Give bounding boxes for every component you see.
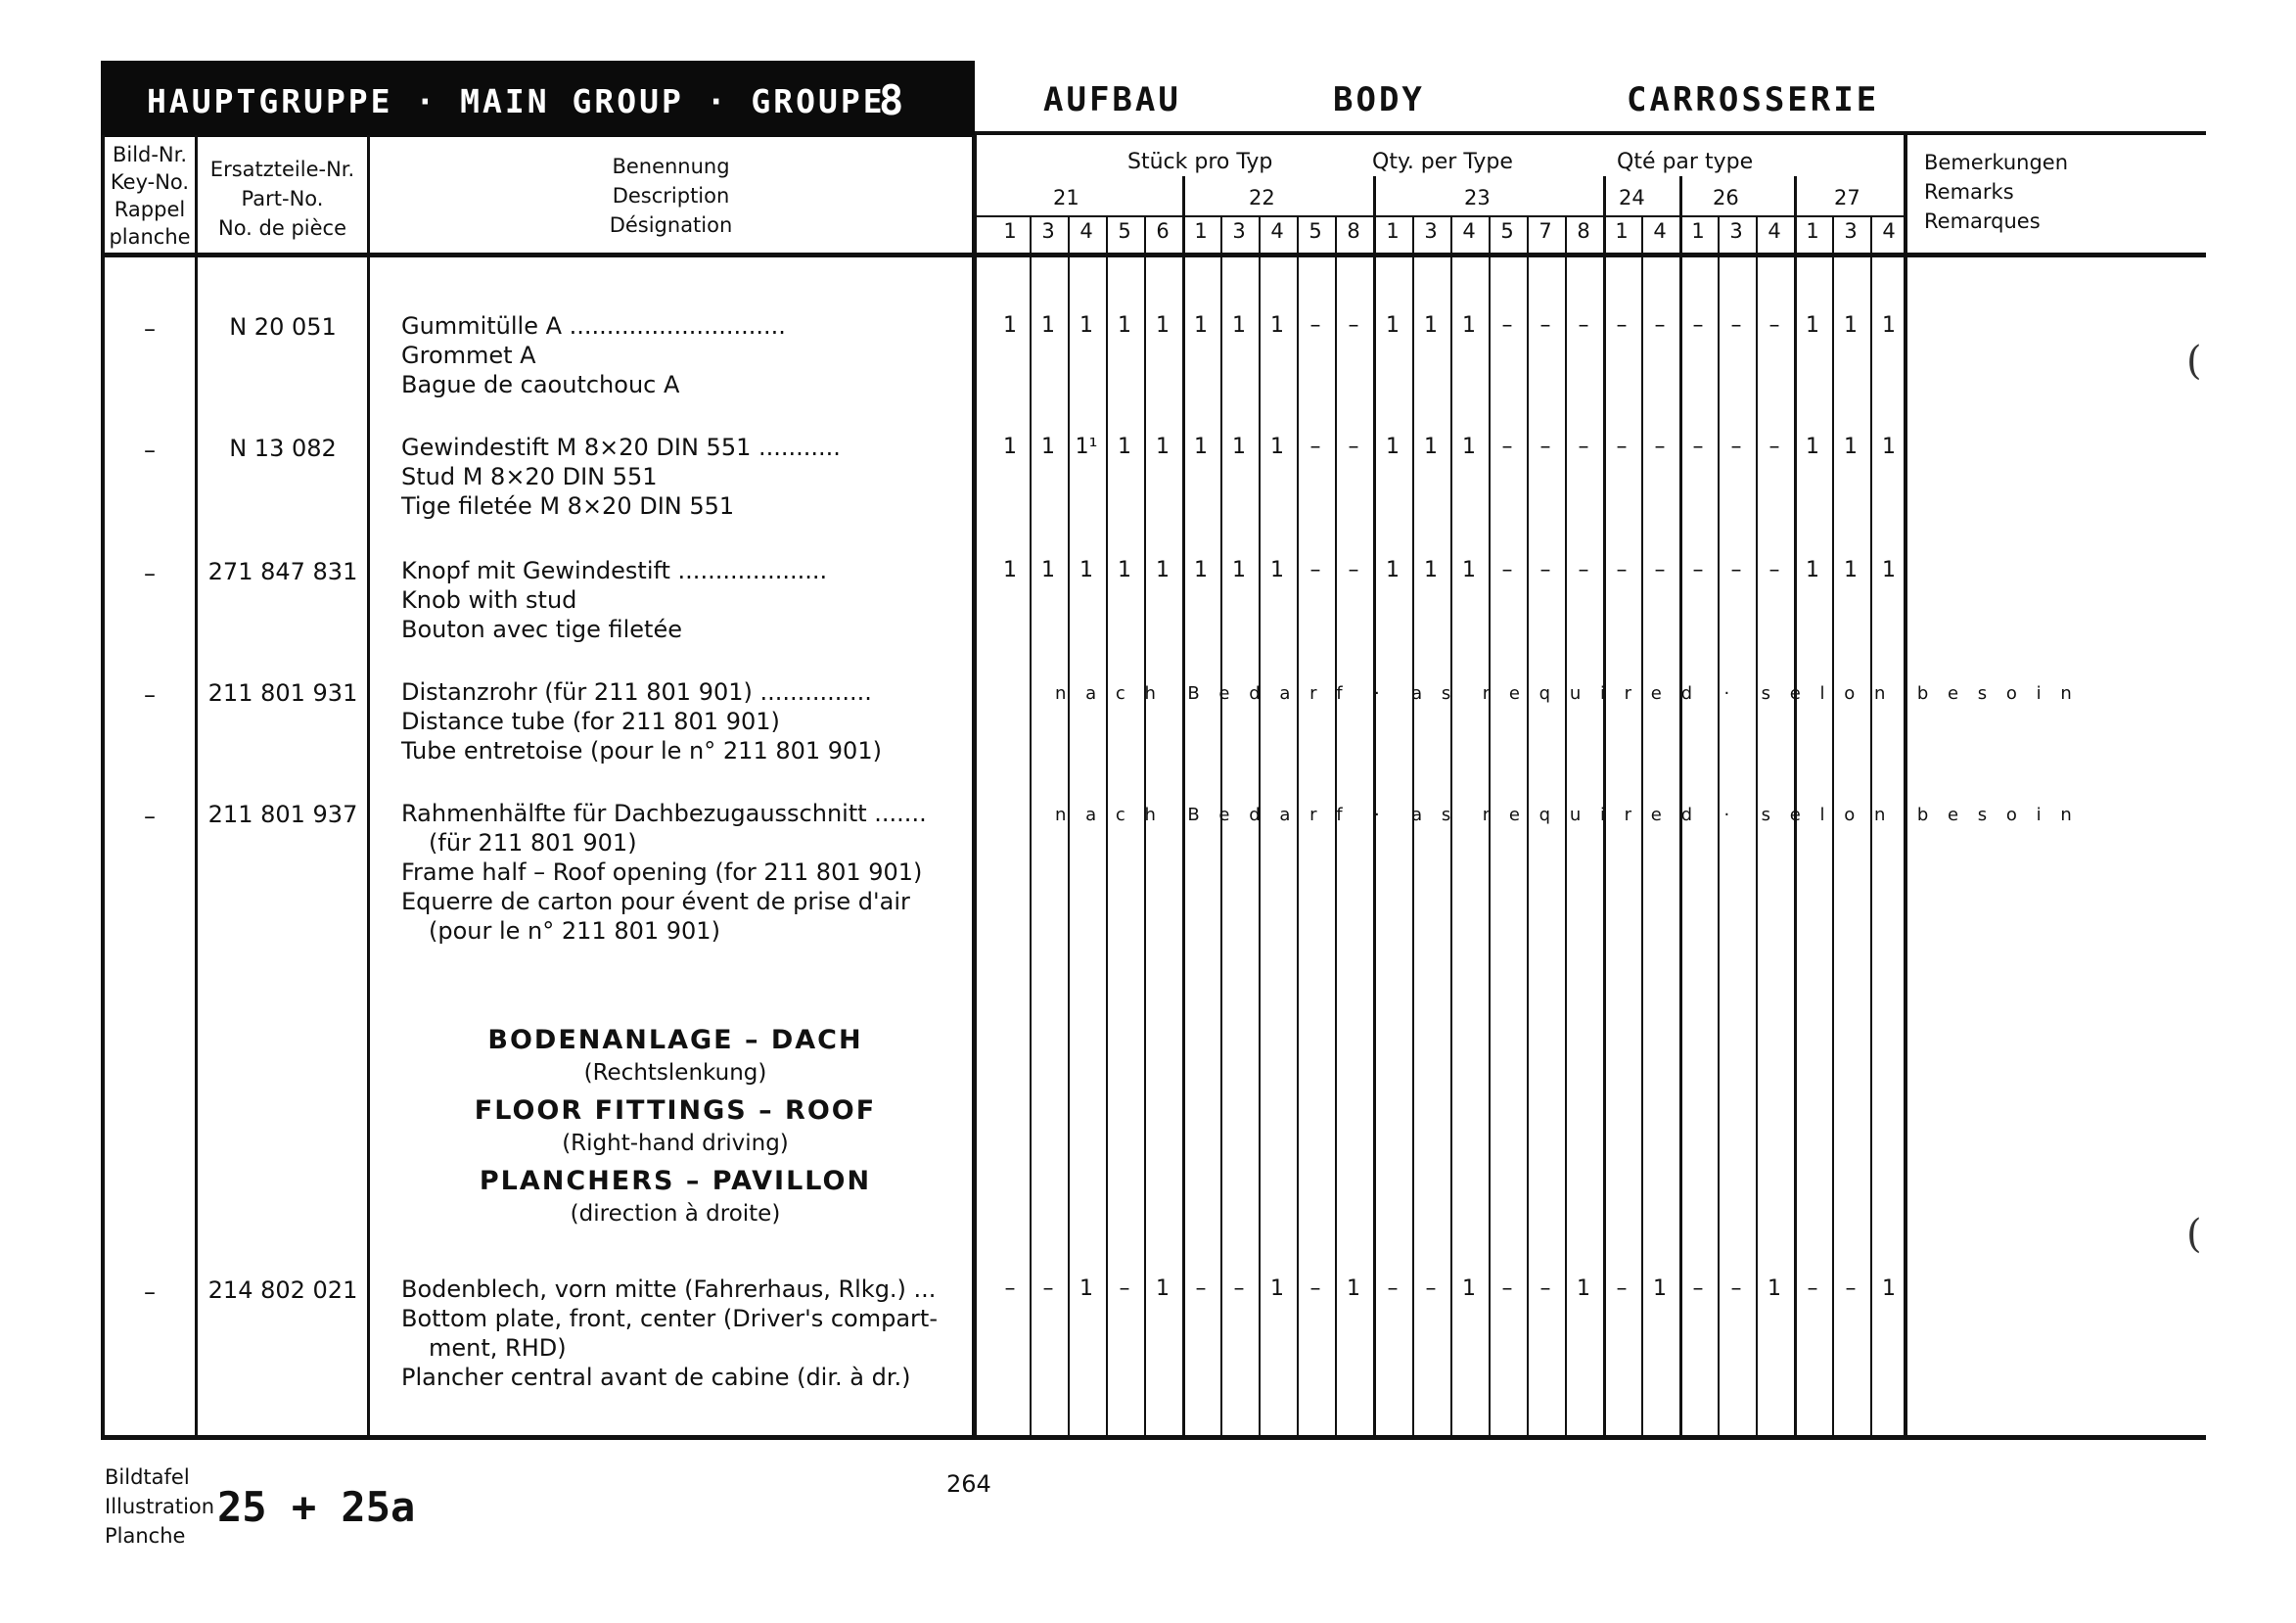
qty-cell: –: [1425, 1276, 1437, 1301]
qty-cell: 1: [1844, 435, 1858, 459]
qty-cell: 1: [1041, 558, 1055, 582]
part-no-cell: 211 801 931: [207, 679, 358, 707]
qty-cell: 1: [1806, 313, 1819, 338]
group-label: HAUPTGRUPPE · MAIN GROUP · GROUPE: [147, 82, 886, 120]
qty-column-divider: [1030, 215, 1032, 1439]
qty-column-divider: [1489, 215, 1491, 1439]
qty-cell: 1: [1386, 435, 1400, 459]
key-no-cell: –: [144, 803, 156, 830]
qty-cell: 1: [1003, 313, 1017, 338]
qty-cell: 1: [1462, 558, 1476, 582]
qty-cell: –: [1195, 1276, 1207, 1301]
section-title-fr: CARROSSERIE: [1627, 80, 1880, 119]
type-group-24: 24: [1619, 186, 1645, 209]
description-cell: Knopf mit Gewindestift .................... Knob with stud Bouton avec tige filetée: [401, 557, 828, 643]
section-heading-en: FLOOR FITTINGS – ROOF: [474, 1095, 877, 1126]
qty-column-divider: [1068, 215, 1070, 1439]
part-no-cell: N 20 051: [229, 313, 337, 341]
type-group-27: 27: [1834, 186, 1860, 209]
qty-cell: 1: [1462, 435, 1476, 459]
qty-column-divider: [1412, 215, 1414, 1439]
qty-cell: 1: [1347, 1276, 1360, 1301]
remark-bracket-mark: (: [2186, 339, 2202, 384]
description-header: Benennung Description Désignation: [609, 155, 733, 237]
qty-cell: –: [1233, 1276, 1245, 1301]
key-no-header: Bild-Nr. Key-No. Rappel planche: [109, 143, 191, 249]
qty-cell: –: [1692, 313, 1704, 338]
qty-cell: –: [1501, 558, 1513, 582]
qty-column-divider: [1144, 215, 1146, 1439]
subtype-label: 3: [1041, 219, 1055, 243]
description-cell: Distanzrohr (für 211 801 901) ............... Distance tube (for 211 801 901) Tube entretoise (pour le n° 211 801 901): [401, 678, 882, 765]
description-cell: Gewindestift M 8×20 DIN 551 ........... Stud M 8×20 DIN 551 Tige filetée M 8×20 DIN 551: [401, 434, 841, 520]
qty-cell: 1: [1768, 1276, 1781, 1301]
qty-cell: 1: [1232, 435, 1246, 459]
qty-cell: 1: [1806, 435, 1819, 459]
qty-cell: –: [1654, 313, 1666, 338]
qty-cell: –: [1539, 1276, 1551, 1301]
qty-cell: 1: [1270, 435, 1284, 459]
subtype-label: 1: [1194, 219, 1208, 243]
qty-cell: –: [1348, 558, 1359, 582]
qty-cell: 1: [1424, 558, 1438, 582]
group-number: 8: [879, 76, 904, 124]
subtype-label: 3: [1844, 219, 1858, 243]
qty-cell: –: [1654, 435, 1666, 459]
qty-cell: 1: [1003, 435, 1017, 459]
qty-column-divider: [1565, 215, 1567, 1439]
plate-labels: Bildtafel Illustration Planche: [105, 1465, 215, 1548]
qty-cell: –: [1309, 435, 1321, 459]
qty-cell: 1: [1118, 313, 1131, 338]
qty-cell: –: [1616, 558, 1628, 582]
qty-cell: –: [1539, 558, 1551, 582]
qty-cell: 1: [1386, 313, 1400, 338]
qty-cell: 1: [1118, 558, 1131, 582]
qty-cell: –: [1042, 1276, 1054, 1301]
qty-cell: 1: [1156, 1276, 1170, 1301]
key-no-cell: –: [144, 315, 156, 343]
qty-cell: –: [1004, 1276, 1016, 1301]
qty-cell: 1: [1844, 558, 1858, 582]
subtype-label: 1: [1615, 219, 1629, 243]
qty-cell: 1: [1194, 435, 1208, 459]
qty-cell: 1: [1003, 558, 1017, 582]
qty-cell: –: [1692, 1276, 1704, 1301]
subtype-label: 8: [1347, 219, 1360, 243]
qty-cell: –: [1119, 1276, 1130, 1301]
qty-column-divider: [1450, 215, 1452, 1439]
qty-column-divider: [1641, 215, 1643, 1439]
qty-cell: 1: [1041, 313, 1055, 338]
qty-cell: 1: [1806, 558, 1819, 582]
qty-cell: 1: [1270, 313, 1284, 338]
subtype-label: 4: [1768, 219, 1781, 243]
part-no-header: Ersatzteile-Nr. Part-No. No. de pièce: [209, 158, 355, 240]
qty-cell: 1¹: [1075, 435, 1098, 459]
qty-column-divider: [1220, 215, 1222, 1439]
qty-cell: 1: [1232, 313, 1246, 338]
qty-cell: –: [1616, 1276, 1628, 1301]
qty-cell: 1: [1424, 435, 1438, 459]
subtype-label: 3: [1729, 219, 1743, 243]
type-group-26: 26: [1713, 186, 1739, 209]
qty-cell: –: [1616, 313, 1628, 338]
part-no-cell: 211 801 937: [207, 801, 358, 828]
qty-cell: –: [1845, 1276, 1857, 1301]
plate-number: 25 + 25a: [217, 1483, 416, 1531]
qty-note: n a c h B e d a r f · a s r e q u i r e d · s e l o n b e s o i n: [1055, 805, 2079, 825]
qty-cell: 1: [1882, 558, 1896, 582]
subtype-label: 1: [1806, 219, 1819, 243]
qty-cell: –: [1539, 435, 1551, 459]
section-heading-fr: PLANCHERS – PAVILLON: [479, 1166, 872, 1196]
qty-cell: –: [1501, 435, 1513, 459]
qty-cell: 1: [1156, 313, 1170, 338]
qty-cell: 1: [1194, 558, 1208, 582]
subtype-label: 3: [1424, 219, 1438, 243]
qty-cell: 1: [1270, 558, 1284, 582]
qty-cell: –: [1578, 558, 1589, 582]
qty-cell: –: [1768, 313, 1780, 338]
type-group-23: 23: [1464, 186, 1491, 209]
qty-cell: –: [1501, 313, 1513, 338]
section-title-en: BODY: [1333, 80, 1425, 119]
key-no-cell: –: [144, 681, 156, 709]
subtype-label: 7: [1538, 219, 1552, 243]
qty-column-divider: [1297, 215, 1299, 1439]
qty-cell: –: [1348, 313, 1359, 338]
qty-cell: –: [1730, 558, 1742, 582]
qty-column-divider: [1718, 215, 1720, 1439]
qty-cell: –: [1309, 313, 1321, 338]
qty-cell: –: [1768, 435, 1780, 459]
type-group-22: 22: [1249, 186, 1275, 209]
part-no-cell: 214 802 021: [207, 1276, 358, 1304]
subtype-label: 3: [1232, 219, 1246, 243]
qty-cell: –: [1730, 1276, 1742, 1301]
qty-note: n a c h B e d a r f · a s r e q u i r e d · s e l o n b e s o i n: [1055, 683, 2079, 704]
part-no-cell: 271 847 831: [207, 558, 358, 585]
qty-cell: –: [1578, 435, 1589, 459]
part-no-cell: N 13 082: [229, 435, 337, 462]
type-group-21: 21: [1053, 186, 1079, 209]
qty-cell: 1: [1424, 313, 1438, 338]
qty-cell: 1: [1079, 1276, 1093, 1301]
subtype-label: 1: [1386, 219, 1400, 243]
qty-cell: –: [1309, 558, 1321, 582]
qty-column-divider: [1527, 215, 1529, 1439]
qty-cell: 1: [1156, 558, 1170, 582]
qty-column-divider: [1335, 215, 1337, 1439]
qty-cell: 1: [1079, 558, 1093, 582]
key-no-cell: –: [144, 437, 156, 464]
qty-cell: –: [1309, 1276, 1321, 1301]
qty-cell: 1: [1844, 313, 1858, 338]
qty-cell: 1: [1270, 1276, 1284, 1301]
qty-cell: 1: [1232, 558, 1246, 582]
qty-cell: 1: [1462, 1276, 1476, 1301]
subtype-label: 5: [1309, 219, 1322, 243]
section-heading-de: BODENANLAGE – DACH: [487, 1025, 863, 1055]
qty-column-divider: [1870, 215, 1872, 1439]
subtype-label: 1: [1003, 219, 1017, 243]
qty-cell: –: [1692, 558, 1704, 582]
qty-cell: 1: [1462, 313, 1476, 338]
qty-cell: 1: [1882, 313, 1896, 338]
qty-header-en: Qty. per Type: [1372, 150, 1513, 174]
qty-cell: –: [1807, 1276, 1818, 1301]
subtype-label: 4: [1882, 219, 1896, 243]
qty-column-divider: [1106, 215, 1108, 1439]
key-no-cell: –: [144, 1278, 156, 1306]
qty-cell: –: [1654, 558, 1666, 582]
qty-cell: –: [1578, 313, 1589, 338]
qty-cell: 1: [1041, 435, 1055, 459]
subtype-label: 6: [1156, 219, 1170, 243]
qty-column-divider: [1832, 215, 1834, 1439]
description-cell: Gummitülle A ............................. Grommet A Bague de caoutchouc A: [401, 312, 786, 398]
qty-cell: –: [1730, 313, 1742, 338]
key-no-cell: –: [144, 560, 156, 587]
page-number: 264: [946, 1470, 991, 1498]
subtype-label: 5: [1500, 219, 1514, 243]
qty-cell: –: [1348, 435, 1359, 459]
qty-cell: 1: [1882, 435, 1896, 459]
qty-cell: 1: [1882, 1276, 1896, 1301]
qty-header-de: Stück pro Typ: [1127, 150, 1273, 174]
subtype-label: 5: [1118, 219, 1131, 243]
section-subheading-fr: (direction à droite): [570, 1201, 781, 1227]
qty-cell: 1: [1386, 558, 1400, 582]
qty-cell: –: [1539, 313, 1551, 338]
section-subheading-de: (Rechtslenkung): [583, 1060, 767, 1086]
subtype-label: 8: [1577, 219, 1590, 243]
subtype-label: 4: [1653, 219, 1667, 243]
qty-cell: 1: [1653, 1276, 1667, 1301]
qty-cell: –: [1387, 1276, 1399, 1301]
section-title-de: AUFBAU: [1043, 80, 1181, 119]
subtype-label: 4: [1462, 219, 1476, 243]
qty-cell: 1: [1156, 435, 1170, 459]
description-cell: Rahmenhälfte für Dachbezugausschnitt ....... (für 211 801 901) Frame half – Roof opening (for 211 801 901) Equerre de carton pour évent de prise d'air (pour le n° 211 801 901): [401, 800, 927, 945]
qty-cell: 1: [1079, 313, 1093, 338]
qty-cell: 1: [1577, 1276, 1590, 1301]
subtype-label: 4: [1079, 219, 1093, 243]
qty-cell: –: [1616, 435, 1628, 459]
qty-column-divider: [1756, 215, 1758, 1439]
qty-cell: 1: [1194, 313, 1208, 338]
qty-column-divider: [1259, 215, 1261, 1439]
subtype-label: 4: [1270, 219, 1284, 243]
section-heading: [372, 1024, 979, 1229]
remarks-header: Bemerkungen Remarks Remarques: [1924, 151, 2069, 233]
qty-header-fr: Qté par type: [1617, 150, 1754, 174]
qty-cell: –: [1501, 1276, 1513, 1301]
qty-cell: –: [1692, 435, 1704, 459]
description-cell: Bodenblech, vorn mitte (Fahrerhaus, Rlkg.) ... Bottom plate, front, center (Driver's compart- ment, RHD) Plancher central avant de cabine (dir. à dr.): [401, 1275, 938, 1391]
qty-cell: 1: [1118, 435, 1131, 459]
subtype-label: 1: [1691, 219, 1705, 243]
qty-cell: –: [1730, 435, 1742, 459]
remark-bracket-mark: (: [2186, 1212, 2202, 1257]
qty-cell: –: [1768, 558, 1780, 582]
section-subheading-en: (Right-hand driving): [562, 1131, 789, 1156]
